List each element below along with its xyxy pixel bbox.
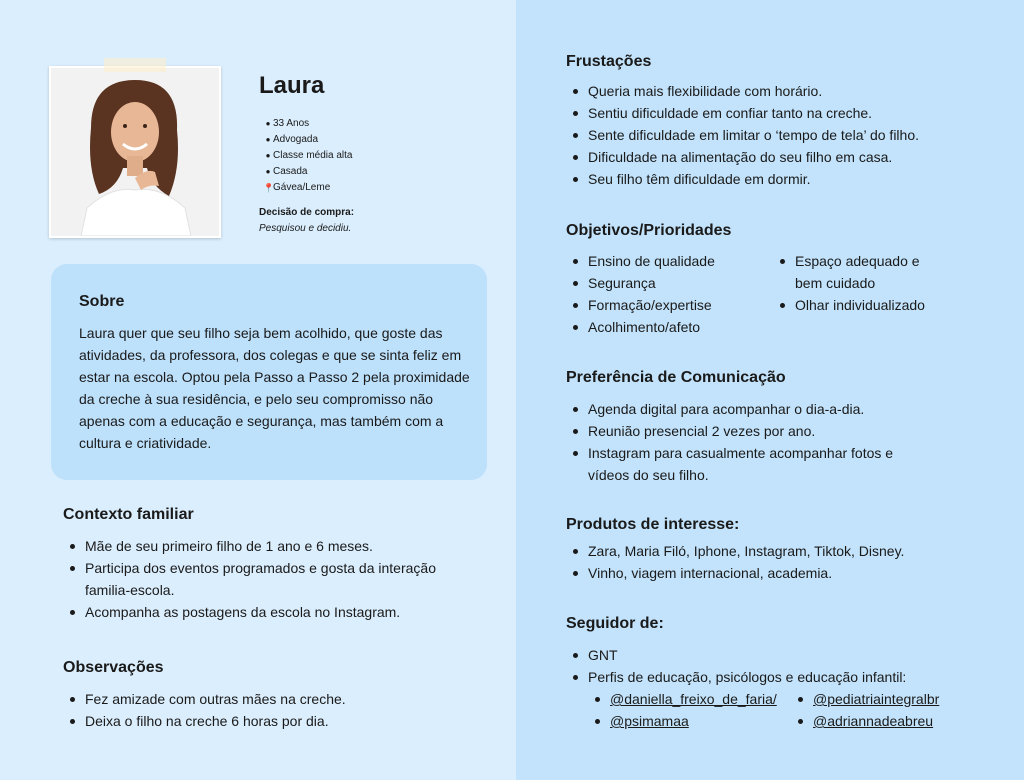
list-item: Seu filho têm dificuldade em dormir. [566, 168, 986, 190]
list-item: Sentiu dificuldade em confiar tanto na creche. [566, 102, 986, 124]
list-item: Perfis de educação, psicólogos e educação infantil: [566, 666, 986, 688]
list-item: Deixa o filho na creche 6 horas por dia. [63, 710, 483, 732]
list-item: Ensino de qualidade [566, 250, 771, 272]
fact-item: ● Classe média alta [263, 148, 352, 164]
persona-name: Laura [259, 72, 325, 99]
list-item: Acolhimento/afeto [566, 316, 771, 338]
profile-photo [49, 66, 221, 238]
seguidor-title: Seguidor de: [566, 615, 664, 632]
frustracoes-list [566, 80, 986, 190]
persona-facts [263, 116, 352, 196]
handle-link[interactable]: @daniella_freixo_de_faria/ [588, 688, 793, 710]
contexto-list [63, 535, 483, 623]
bullet-icon: ● [265, 119, 271, 128]
fact-item: ● Advogada [263, 132, 352, 148]
comunicacao-list [566, 398, 938, 486]
observacoes-list [63, 688, 483, 732]
list-item: GNT [566, 644, 986, 666]
handles-col2 [791, 688, 991, 732]
portrait-illustration [51, 68, 219, 236]
produtos-title: Produtos de interesse: [566, 516, 740, 533]
frustracoes-title: Frustações [566, 53, 652, 70]
fact-item: ● 33 Anos [263, 116, 352, 132]
handle-link[interactable]: @psimamaa [588, 710, 793, 732]
location-pin-icon: 📍 [263, 183, 275, 193]
objetivos-title: Objetivos/Prioridades [566, 222, 732, 239]
list-item: Formação/expertise [566, 294, 771, 316]
bullet-icon: ● [265, 167, 271, 176]
list-item: Fez amizade com outras mães na creche. [63, 688, 483, 710]
produtos-list [566, 540, 986, 584]
objetivos-list-col1 [566, 250, 771, 338]
list-item: Instagram para casualmente acompanhar fotos e vídeos do seu filho. [566, 442, 938, 486]
list-item: Acompanha as postagens da escola no Instagram. [63, 601, 483, 623]
sobre-text: Laura quer que seu filho seja bem acolhido, que goste das atividades, da professora, dos colegas e que se sinta feliz em estar na escola. Optou pela Passo a Passo 2 pela proximidade da creche à sua residência, e pelo seu compromisso não apenas com a educação e segurança, mas também com a cultura e criatividade. [79, 325, 470, 451]
sobre-title: Sobre [79, 293, 125, 310]
list-item: Zara, Maria Filó, Iphone, Instagram, Tiktok, Disney. [566, 540, 986, 562]
photo-tape [104, 58, 166, 72]
bullet-icon: ● [265, 135, 271, 144]
fact-item: ● Casada [263, 164, 352, 180]
list-item: Participa dos eventos programados e gosta da interação familia-escola. [63, 557, 483, 601]
handle-link[interactable]: @adriannadeabreu [791, 710, 991, 732]
bullet-icon: ● [265, 151, 271, 160]
decision-label: Decisão de compra: [259, 207, 355, 218]
seguidor-list [566, 644, 986, 688]
sobre-card [51, 264, 487, 480]
list-item: Sente dificuldade em limitar o ‘tempo de tela’ do filho. [566, 124, 986, 146]
fact-location: 📍 Gávea/Leme [263, 180, 352, 196]
list-item: Segurança [566, 272, 771, 294]
handle-link[interactable]: @pediatriaintegralbr [791, 688, 991, 710]
list-item: Queria mais flexibilidade com horário. [566, 80, 986, 102]
contexto-title: Contexto familiar [63, 506, 194, 523]
list-item: Reunião presencial 2 vezes por ano. [566, 420, 938, 442]
list-item: Espaço adequado e bem cuidado [773, 250, 948, 294]
comunicacao-title: Preferência de Comunicação [566, 369, 786, 386]
handles-col1 [588, 688, 793, 732]
observacoes-title: Observações [63, 659, 164, 676]
list-item: Agenda digital para acompanhar o dia-a-dia. [566, 398, 938, 420]
objetivos-list-col2 [773, 250, 948, 316]
list-item: Olhar individualizado [773, 294, 948, 316]
list-item: Vinho, viagem internacional, academia. [566, 562, 986, 584]
decision-value: Pesquisou e decidiu. [259, 223, 352, 234]
list-item: Dificuldade na alimentação do seu filho em casa. [566, 146, 986, 168]
list-item: Mãe de seu primeiro filho de 1 ano e 6 meses. [63, 535, 483, 557]
